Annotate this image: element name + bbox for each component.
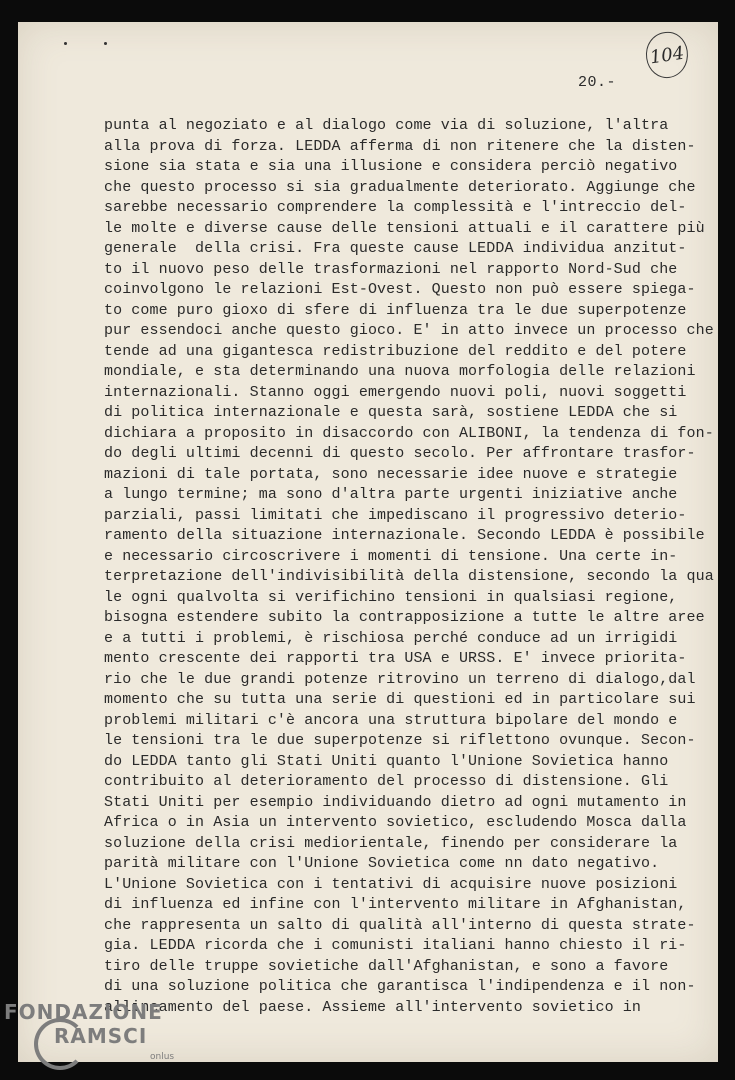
text-line: alla prova di forza. LEDDA afferma di non ritenere che la disten- — [104, 137, 696, 155]
text-line: le molte e diverse cause delle tensioni attuali e il carattere più — [104, 219, 705, 237]
text-line: tende ad una gigantesca redistribuzione del reddito e del potere — [104, 342, 687, 360]
text-line: punta al negoziato e al dialogo come via di soluzione, l'altra — [104, 117, 669, 134]
watermark-line-3: onlus — [150, 1052, 175, 1062]
text-line: terpretazione dell'indivisibilità della distensione, secondo la qua — [104, 568, 714, 585]
text-line: di politica internazionale e questa sarà, sostiene LEDDA che si — [104, 404, 678, 421]
punch-marks — [64, 42, 124, 52]
text-line: contribuito al deterioramento del processo di distensione. Gli — [104, 773, 669, 790]
fondazione-gramsci-watermark — [4, 1000, 204, 1080]
text-line: parziali, passi limitati che impediscano il progressivo deterio- — [104, 506, 687, 524]
text-line: le ogni qualvolta si verifichino tensioni in qualsiasi regione, — [104, 588, 678, 606]
text-line: mento crescente dei rapporti tra USA e URSS. E' invece priorita- — [104, 650, 687, 667]
text-line: L'Unione Sovietica con i tentativi di acquisire nuove posizioni — [104, 875, 678, 893]
text-line: internazionali. Stanno oggi emergendo nuovi poli, nuovi soggetti — [104, 383, 687, 401]
text-line: e a tutti i problemi, è rischiosa perché conduce ad un irrigidi — [104, 629, 678, 647]
text-line: e necessario circoscrivere i momenti di tensione. Una certe in- — [104, 547, 678, 565]
text-line: pur essendoci anche questo gioco. E' in atto invece un processo che — [104, 322, 714, 339]
text-line: che questo processo si sia gradualmente deteriorato. Aggiunge che — [104, 178, 696, 196]
text-line: coinvolgono le relazioni Est-Ovest. Questo non può essere spiega- — [104, 281, 696, 298]
text-line: gia. LEDDA ricorda che i comunisti italiani hanno chiesto il ri- — [104, 937, 687, 954]
text-line: mazioni di tale portata, sono necessarie idee nuove e strategie — [104, 465, 678, 483]
text-line: soluzione della crisi mediorientale, finendo per considerare la — [104, 834, 678, 852]
text-line: dichiara a proposito in disaccordo con ALIBONI, la tendenza di fon- — [104, 424, 714, 442]
text-line: do degli ultimi decenni di questo secolo. Per affrontare trasfor- — [104, 445, 696, 462]
text-line: Africa o in Asia un intervento sovietico, escludendo Mosca dalla — [104, 814, 687, 831]
text-line: sione sia stata e sia una illusione e considera perciò negativo — [104, 158, 678, 175]
watermark-line-2: RAMSCI — [54, 1024, 148, 1048]
watermark-line-1: FONDAZIONE — [4, 1000, 163, 1024]
text-line: to come puro gioxo di sfere di influenza tra le due superpotenze — [104, 301, 687, 319]
text-line: sarebbe necessario comprendere la complessità e l'intreccio del- — [104, 199, 687, 216]
text-line: le tensioni tra le due superpotenze si riflettono ovunque. Secon- — [104, 732, 696, 749]
text-line: do LEDDA tanto gli Stati Uniti quanto l'Unione Sovietica hanno — [104, 752, 669, 770]
text-line: tiro delle truppe sovietiche dall'Afghanistan, e sono a favore — [104, 957, 669, 975]
text-line: a lungo termine; ma sono d'altra parte urgenti iniziative anche — [104, 486, 678, 503]
text-line: rio che le due grandi potenze ritrovino un terreno di dialogo,dal — [104, 670, 696, 688]
text-line: problemi militari c'è ancora una struttura bipolare del mondo e — [104, 711, 678, 729]
text-line: allineamento del paese. Assieme all'intervento sovietico in — [104, 998, 641, 1016]
text-line: mondiale, e sta determinando una nuova morfologia delle relazioni — [104, 363, 696, 380]
text-line: di influenza ed infine con l'intervento militare in Afghanistan, — [104, 896, 687, 913]
punch-dot — [64, 42, 67, 45]
document-page — [18, 22, 718, 1062]
text-line: bisogna estendere subito la contrapposizione a tutte le altre aree — [104, 609, 705, 626]
text-line: Stati Uniti per esempio individuando dietro ad ogni mutamento in — [104, 793, 687, 811]
page-number: 20.- — [578, 74, 617, 91]
text-line: parità militare con l'Unione Sovietica come nn dato negativo. — [104, 855, 660, 872]
text-line: di una soluzione politica che garantisca l'indipendenza e il non- — [104, 978, 696, 995]
text-line: che rappresenta un salto di qualità all'interno di questa strate- — [104, 916, 696, 934]
archive-stamp-number: 104 — [643, 29, 691, 80]
text-line: to il nuovo peso delle trasformazioni nel rapporto Nord-Sud che — [104, 260, 678, 278]
typewritten-body — [104, 116, 714, 1018]
punch-dot — [104, 42, 107, 45]
text-line: ramento della situazione internazionale. Secondo LEDDA è possibile — [104, 527, 705, 544]
text-line: momento che su tutta una serie di questioni ed in particolare sui — [104, 691, 696, 708]
text-line: generale della crisi. Fra queste cause LEDDA individua anzitut- — [104, 240, 687, 257]
